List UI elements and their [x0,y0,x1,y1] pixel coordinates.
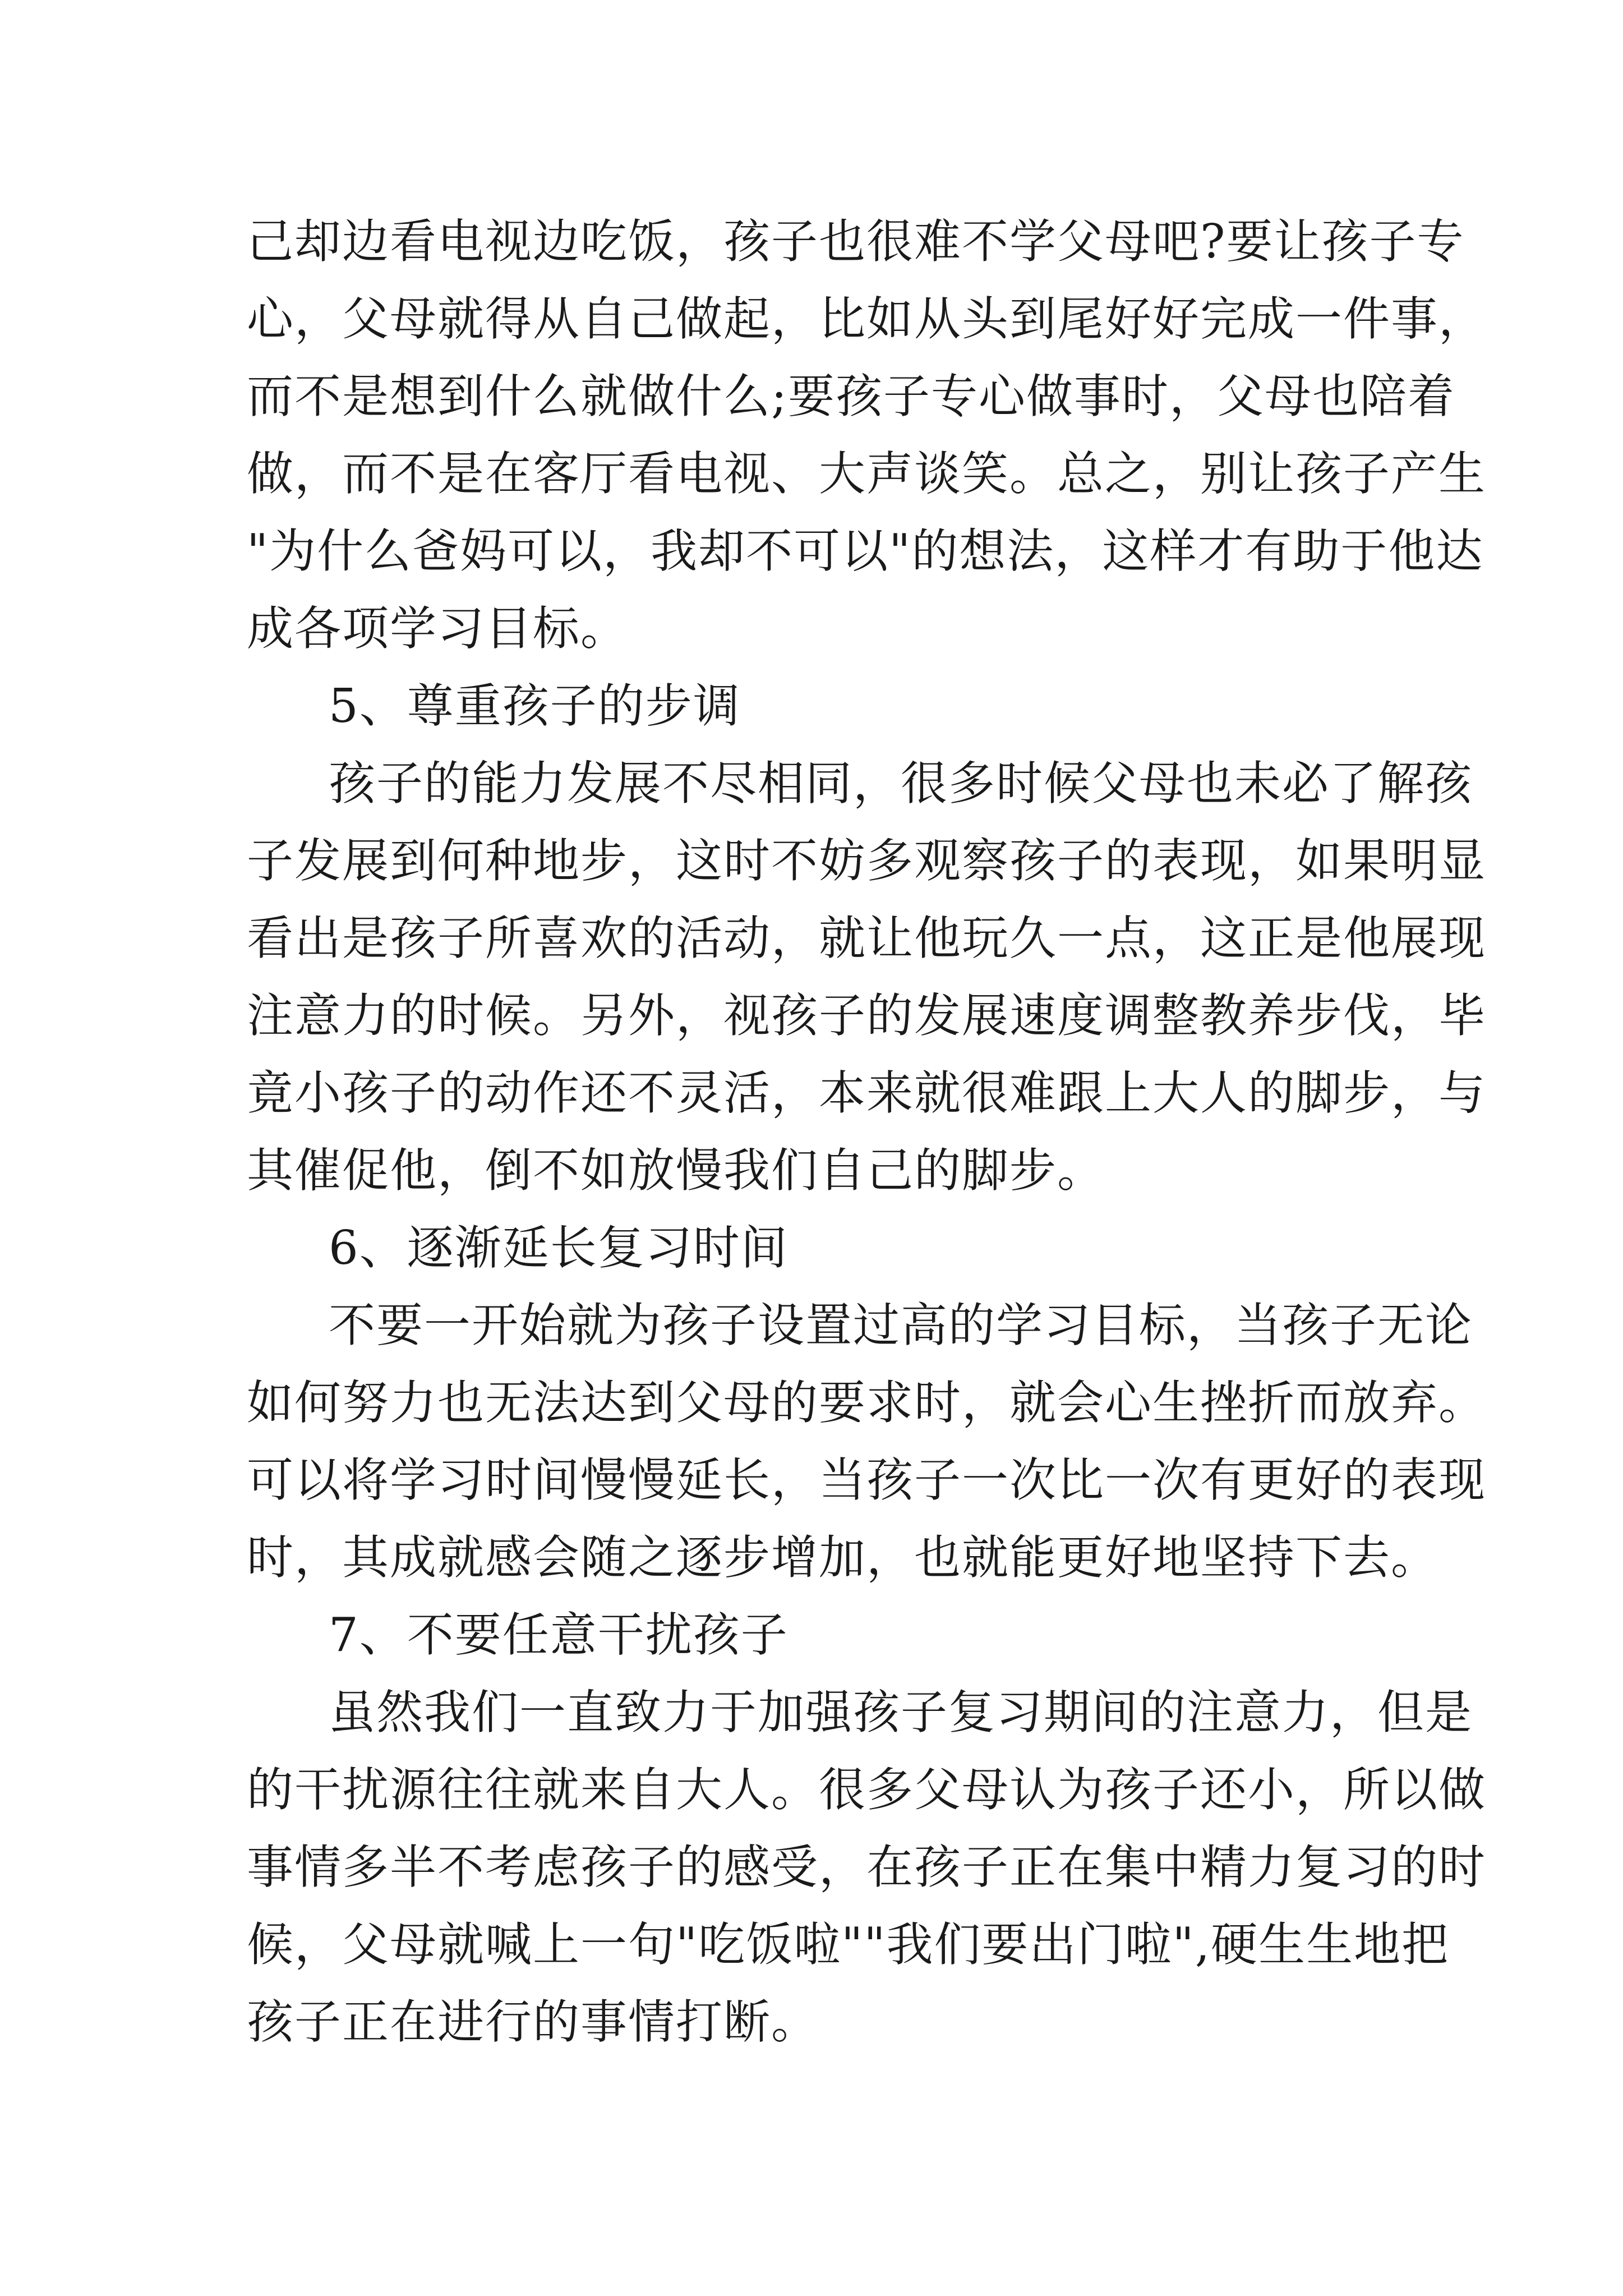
section-heading: 6、逐渐延长复习时间 [329,1221,789,1275]
text-line: 可以将学习时间慢慢延长，当孩子一次比一次有更好的表现 [247,1453,1486,1507]
text-line: 看出是孩子所喜欢的活动，就让他玩久一点，这正是他展现 [247,911,1486,965]
text-line: 不要一开始就为孩子设置过高的学习目标，当孩子无论 [329,1298,1473,1352]
text-line: 注意力的时候。另外，视孩子的发展速度调整教养步伐，毕 [247,988,1486,1043]
text-line: 时，其成就感会随之逐步增加，也就能更好地坚持下去。 [247,1530,1438,1585]
text-line: 竟小孩子的动作还不灵活，本来就很难跟上大人的脚步，与 [247,1066,1486,1120]
text-line: 孩子的能力发展不尽相同，很多时候父母也未必了解孩 [329,756,1473,811]
text-line: 成各项学习目标。 [247,601,628,656]
section-heading: 7、不要任意干扰孩子 [329,1608,789,1662]
text-line: 其催促他，倒不如放慢我们自己的脚步。 [247,1143,1105,1198]
text-line: 而不是想到什么就做什么;要孩子专心做事时，父母也陪着 [247,369,1455,424]
text-line: 子发展到何种地步，这时不妨多观察孩子的表现，如果明显 [247,834,1486,888]
document-body [247,203,1486,2061]
text-line: 如何努力也无法达到父母的要求时，就会心生挫折而放弃。 [247,1375,1486,1430]
text-line: "为什么爸妈可以，我却不可以"的想法，这样才有助于他达 [247,524,1484,578]
text-line: 孩子正在进行的事情打断。 [247,1995,819,2049]
text-line: 候，父母就喊上一句"吃饭啦""我们要出门啦",硬生生地把 [247,1917,1450,1972]
text-line: 心，父母就得从自己做起，比如从头到尾好好完成一件事， [247,292,1486,346]
text-line: 做，而不是在客厅看电视、大声谈笑。总之，别让孩子产生 [247,447,1486,501]
text-line: 虽然我们一直致力于加强孩子复习期间的注意力，但是 [329,1685,1473,1740]
section-heading: 5、尊重孩子的步调 [329,679,741,733]
text-line: 事情多半不考虑孩子的感受，在孩子正在集中精力复习的时 [247,1840,1486,1894]
text-line: 己却边看电视边吃饭，孩子也很难不学父母吧?要让孩子专 [247,214,1465,269]
text-line: 的干扰源往往就来自大人。很多父母认为孩子还小，所以做 [247,1763,1486,1817]
